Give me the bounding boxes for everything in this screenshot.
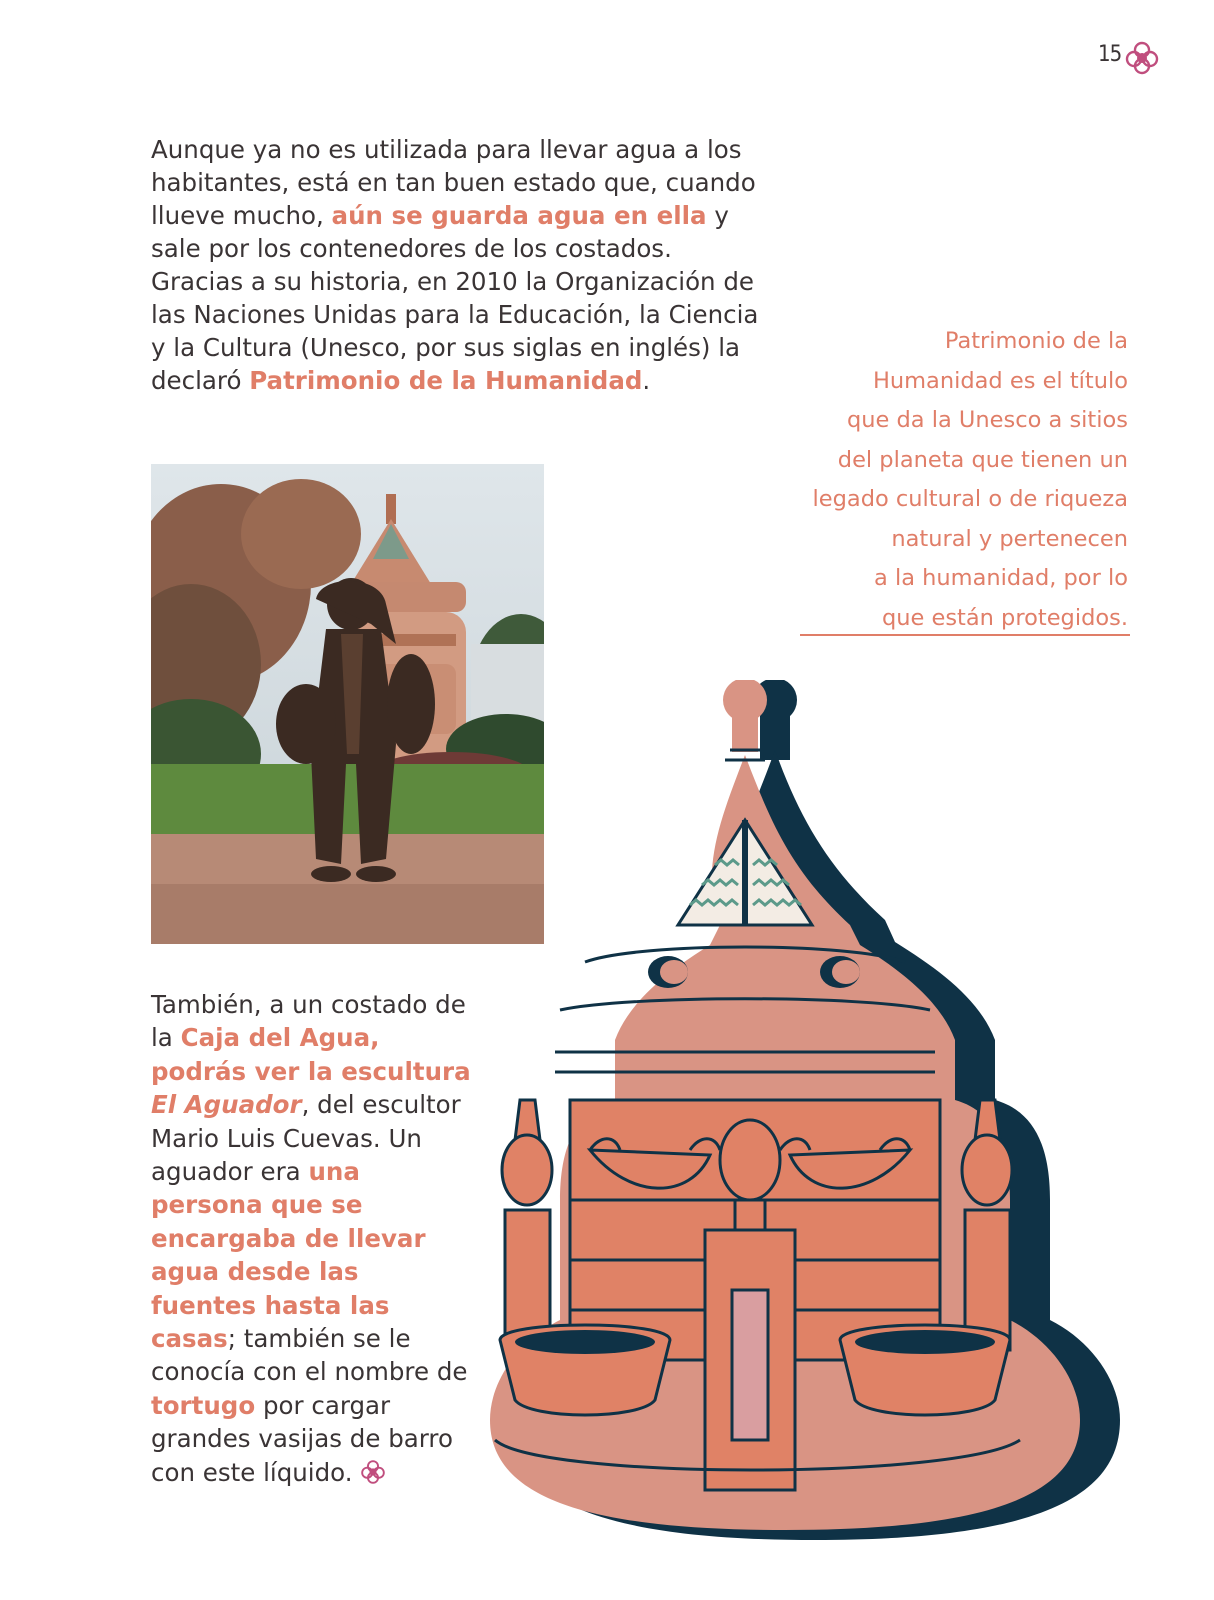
highlight-water-stored: aún se guarda agua en ella: [331, 201, 707, 230]
note-line: que da la Unesco a sitios: [846, 407, 1128, 433]
flower-ornament-icon: [360, 1459, 386, 1485]
caja-del-agua-illustration: [440, 680, 1130, 1560]
intro-text-3: .: [642, 366, 651, 395]
aguador-paragraph: [151, 988, 471, 1489]
note-line: legado cultural o de riqueza: [812, 486, 1128, 512]
note-line: a la humanidad, por lo: [874, 565, 1128, 591]
aguador-text-1: También, a un costado de la: [151, 990, 466, 1053]
highlight-heritage: Patrimonio de la Humanidad: [249, 366, 643, 395]
note-line: Humanidad es el título: [872, 367, 1128, 394]
note-line: que están protegidos.: [881, 604, 1128, 631]
highlight-tortugo: tortugo: [151, 1390, 256, 1420]
note-line: del planeta que tienen un: [837, 446, 1128, 473]
aguador-text-3: ; también se le conocía con el nombre de: [151, 1324, 468, 1387]
aguador-text-2: , del escultor Mario Luis Cuevas. Un aguador era: [151, 1090, 461, 1187]
note-line: Patrimonio de la: [944, 328, 1128, 354]
heritage-definition-note: [790, 322, 1128, 638]
intro-text-2: y sale por los contenedores de los costados. Gracias a su historia, en 2010 la Organización de las Naciones Unidas para la Educación, la Ciencia y la Cultura (Unesco, por sus siglas en inglés) la declaró: [151, 201, 759, 395]
highlight-el-aguador: El Aguador: [151, 1090, 302, 1120]
page-number: 15: [1098, 42, 1122, 67]
highlight-caja-del-agua: Caja del Agua, podrás ver la escultura: [151, 1023, 471, 1086]
highlight-definition: una persona que se encargaba de llevar agua desde las fuentes hasta las casas: [151, 1157, 426, 1354]
flower-ornament-icon: [1124, 40, 1160, 76]
note-line: natural y pertenecen: [891, 525, 1128, 552]
aguador-text-4: por cargar grandes vasijas de barro con este líquido.: [151, 1390, 453, 1487]
intro-text-1: Aunque ya no es utilizada para llevar agua a los habitantes, está en tan buen estado que, cuando llueve mucho,: [151, 135, 756, 230]
note-divider: [800, 634, 1130, 636]
intro-paragraph: [151, 133, 761, 397]
